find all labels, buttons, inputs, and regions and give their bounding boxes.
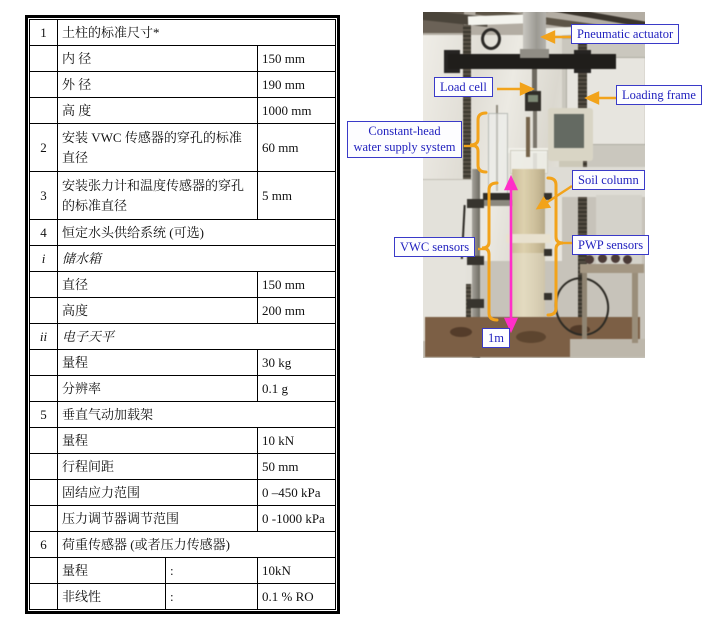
spec-name-cell: 高度 (58, 298, 258, 324)
section-title-cell: 恒定水头供给系统 (可选) (58, 220, 336, 246)
row-number-cell: ii (30, 324, 58, 350)
spec-value-cell: 60 mm (258, 124, 336, 172)
load-cell-display (528, 95, 538, 102)
table-row (30, 454, 336, 480)
table-row (30, 428, 336, 454)
row-number-cell (30, 584, 58, 610)
vwc-sensor (467, 199, 484, 208)
colon-cell: : (166, 584, 258, 610)
soil-column-label: Soil column (572, 170, 645, 190)
valve-knob (611, 254, 620, 263)
spec-value-cell: 200 mm (258, 298, 336, 324)
spec-value-cell: 150 mm (258, 46, 336, 72)
table-row (30, 480, 336, 506)
row-number-cell (30, 72, 58, 98)
spec-name-cell: 外 径 (58, 72, 258, 98)
spec-name-cell: 高 度 (58, 98, 258, 124)
pneumatic-actuator-label: Pneumatic actuator (571, 24, 679, 44)
column-flange (506, 234, 551, 243)
table-row (30, 20, 336, 46)
row-number-cell (30, 350, 58, 376)
table-row (30, 98, 336, 124)
spec-value-cell: 50 mm (258, 454, 336, 480)
vwc-sensor (467, 299, 484, 308)
spec-name-cell: 直径 (58, 272, 258, 298)
row-number-cell: i (30, 246, 58, 272)
spec-value-cell: 190 mm (258, 72, 336, 98)
pwp-sensor (544, 193, 552, 200)
table-row (30, 584, 336, 610)
spec-name-cell: 行程间距 (58, 454, 258, 480)
pwp-sensor (544, 293, 552, 300)
row-number-cell (30, 428, 58, 454)
row-number-cell (30, 454, 58, 480)
spec-value-cell: 10kN (258, 558, 336, 584)
spec-name-cell: 量程 (58, 350, 258, 376)
row-number-cell: 2 (30, 124, 58, 172)
section-title-cell: 土柱的标准尺寸* (58, 20, 336, 46)
spec-value-cell: 0.1 % RO (258, 584, 336, 610)
rubble (450, 327, 472, 337)
table-row (30, 298, 336, 324)
row-number-cell (30, 558, 58, 584)
vwc-sensor (467, 256, 484, 265)
pwp-sensors-label: PWP sensors (572, 235, 649, 255)
spec-value-cell: 1000 mm (258, 98, 336, 124)
rubble (516, 331, 546, 343)
spec-name-cell: 量程 (58, 558, 166, 584)
row-number-cell (30, 272, 58, 298)
row-number-cell: 4 (30, 220, 58, 246)
section-title-cell: 储水箱 (58, 246, 336, 272)
vwc-sensors-label: VWC sensors (394, 237, 475, 257)
spec-name-cell: 量程 (58, 428, 258, 454)
row-number-cell: 1 (30, 20, 58, 46)
table-row (30, 72, 336, 98)
section-title-cell: 垂直气动加载架 (58, 402, 336, 428)
spec-name-cell: 内 径 (58, 46, 258, 72)
table-row (30, 46, 336, 72)
table-row (30, 324, 336, 350)
row-number-cell (30, 298, 58, 324)
row-number-cell: 6 (30, 532, 58, 558)
valve-table-leg (582, 273, 587, 339)
spec-name-cell: 安装 VWC 传感器的穿孔的标准直径 (58, 124, 258, 172)
valve-knob (623, 255, 632, 264)
table-row (30, 506, 336, 532)
section-title-cell: 荷重传感器 (或者压力传感器) (58, 532, 336, 558)
table-row (30, 220, 336, 246)
table-row (30, 350, 336, 376)
spec-value-cell: 150 mm (258, 272, 336, 298)
row-number-cell (30, 98, 58, 124)
table-row (30, 558, 336, 584)
valve-table-leg (632, 273, 638, 343)
spec-name-cell: 压力调节器调节范围 (58, 506, 258, 532)
valve-knob (585, 255, 594, 264)
spec-name-cell: 分辨率 (58, 376, 258, 402)
column-loading-rod (526, 117, 530, 157)
dimension-label: 1m (482, 328, 510, 348)
table-row (30, 124, 336, 172)
colon-cell: : (166, 558, 258, 584)
table-row (30, 272, 336, 298)
spec-table (29, 19, 336, 610)
spec-value-cell: 10 kN (258, 428, 336, 454)
spec-value-cell: 30 kg (258, 350, 336, 376)
spec-name-cell: 非线性 (58, 584, 166, 610)
spec-table-frame (25, 15, 340, 614)
table-row (30, 172, 336, 220)
row-number-cell (30, 46, 58, 72)
spec-value-cell: 0.1 g (258, 376, 336, 402)
spec-name-cell: 安装张力计和温度传感器的穿孔的标准直径 (58, 172, 258, 220)
row-number-cell (30, 376, 58, 402)
table-row (30, 246, 336, 272)
table-row (30, 376, 336, 402)
spec-value-cell: 0 –450 kPa (258, 480, 336, 506)
row-number-cell (30, 480, 58, 506)
loading-frame-label: Loading frame (616, 85, 702, 105)
spec-value-cell: 5 mm (258, 172, 336, 220)
table-row (30, 532, 336, 558)
valve-table-top (580, 264, 644, 273)
spec-value-cell: 0 -1000 kPa (258, 506, 336, 532)
row-number-cell: 3 (30, 172, 58, 220)
actuator-collar (520, 49, 549, 58)
pwp-sensor (544, 249, 552, 256)
constant-head-water-supply-label: Constant-head water supply system (347, 121, 462, 158)
table-row (30, 402, 336, 428)
monitor-screen (554, 114, 584, 148)
lifting-ring (481, 28, 501, 50)
valve-knob (598, 254, 607, 263)
section-title-cell: 电子天平 (58, 324, 336, 350)
row-number-cell: 5 (30, 402, 58, 428)
water-burette (488, 113, 508, 195)
spec-name-cell: 固结应力范围 (58, 480, 258, 506)
row-number-cell (30, 506, 58, 532)
piston-rod (532, 69, 537, 93)
load-cell-label: Load cell (434, 77, 493, 97)
